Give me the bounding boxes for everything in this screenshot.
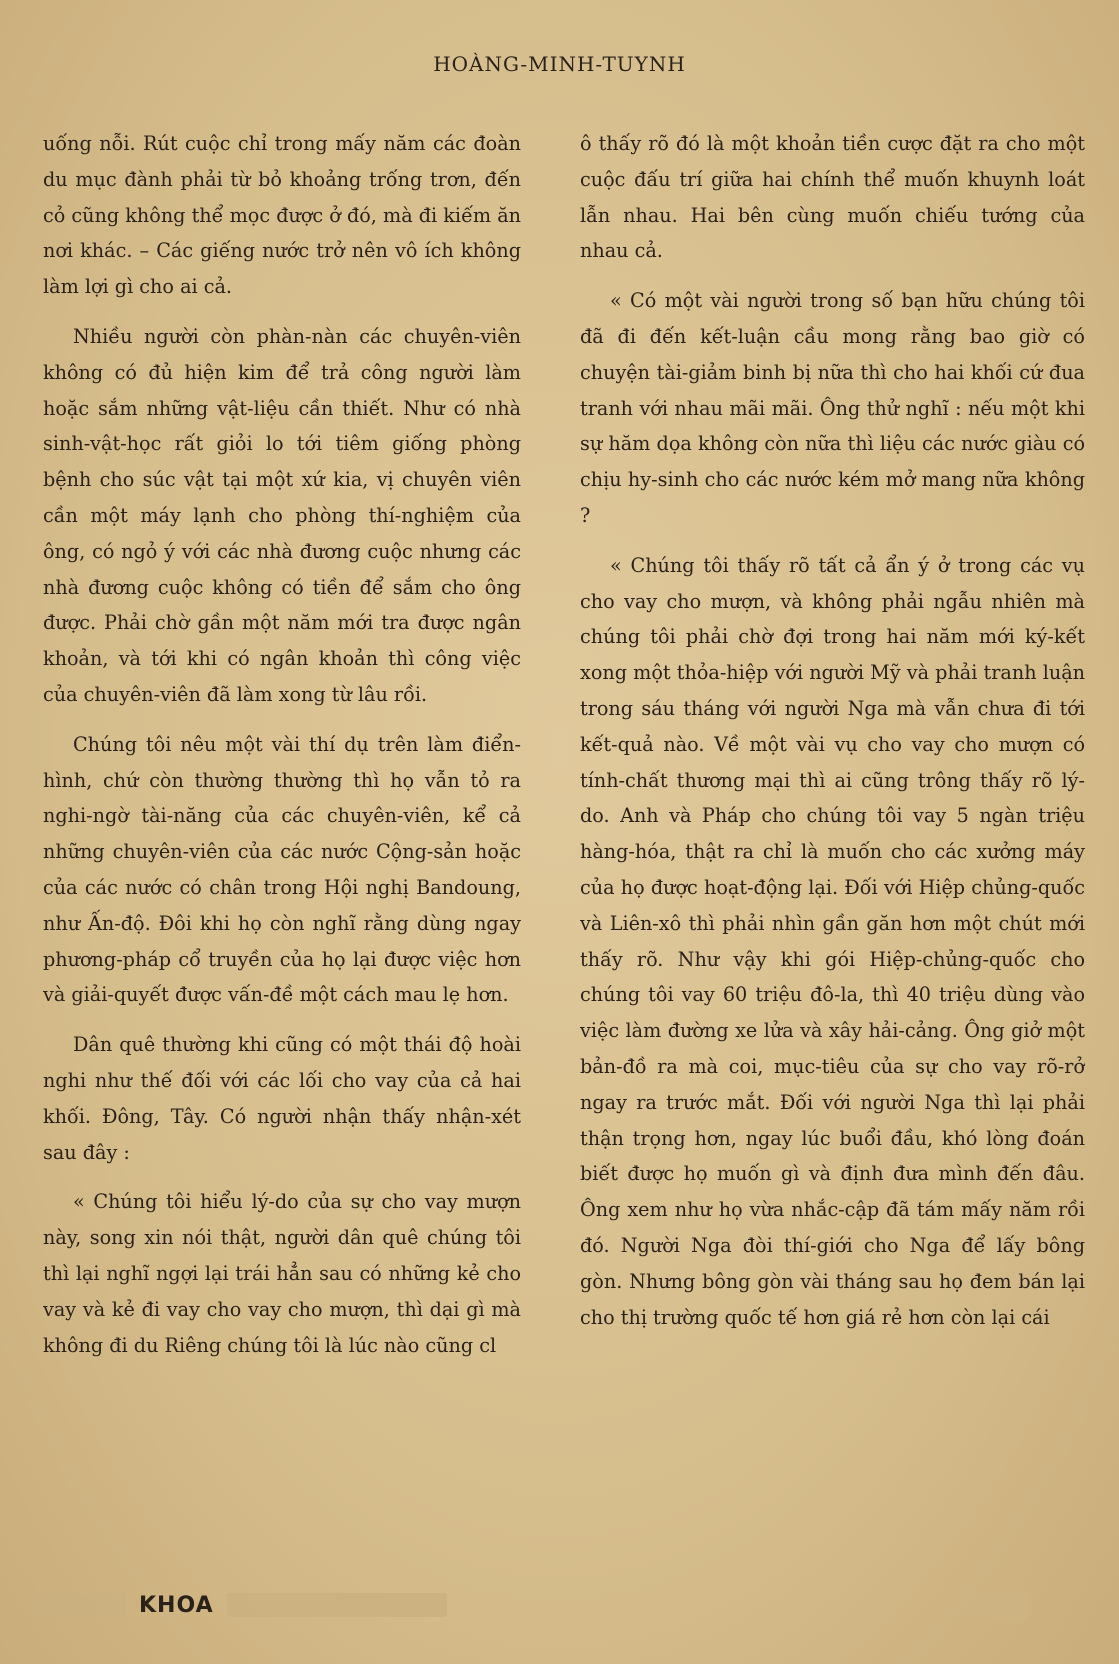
left-column xyxy=(43,126,521,1546)
faded-page-number xyxy=(968,1594,1028,1620)
left-paragraph-2: Nhiều người còn phàn-nàn các chuyên-viên không có đủ hiện kim để trả công người làm hoặc sắm những vật-liệu cần thiết. Như có nhà sinh-vật-học rất giỏi lo tới tiêm giống phòng bệnh cho súc vật tại một xứ kia, vị chuyên viên cần một máy lạnh cho phòng thí-nghiệm của ông, có ngỏ ý với các nhà đương cuộc nhưng các nhà đương cuộc không có tiền để sắm cho ông được. Phải chờ gần một năm mới tra được ngân khoản, và tới khi có ngân khoản thì công việc của chuyên-viên đã làm xong từ lâu rồi. xyxy=(43,324,521,706)
left-paragraph-5: « Chúng tôi hiểu lý-do của sự cho vay mượn này, song xin nói thật, người dân quê chúng tôi thì lại nghĩ ngợi lại trái hẳn sau có những kẻ cho vay và kẻ đi vay cho vay cho mượn, thì dại gì mà không đi du Riêng chúng tôi là lúc nào cũng cl xyxy=(43,1190,521,1357)
faded-footer-text-left xyxy=(38,1593,126,1617)
running-header: HOÀNG-MINH-TUYNH xyxy=(433,52,686,76)
right-paragraph-3: « Chúng tôi thấy rõ tất cả ẩn ý ở trong các vụ cho vay cho mượn, và không phải ngẫu nhiên mà chúng tôi phải chờ đợi trong hai năm mới ký-kết xong một thỏa-hiệp với người Mỹ và phải tranh luận trong sáu tháng với người Nga mà vẫn chưa đi tới kết-quả nào. Về một vài vụ cho vay cho mượn có tính-chất thương mại thì ai cũng trông thấy rõ lý-do. Anh và Pháp cho chúng tôi vay 5 ngàn triệu hàng-hóa, thật ra chỉ là muốn cho các xưởng máy của họ được hoạt-động lại. Đối với Hiệp chủng-quốc và Liên-xô thì phải nhìn gần găn hơn một chút mới thấy rõ. Như vậy khi gói Hiệp-chủng-quốc cho chúng tôi vay 60 triệu đô-la, thì 40 triệu dùng vào việc làm đường xe lửa và xây hải-cảng. Ông giở một bản-đồ ra mà coi, mục-tiêu của sự cho vay rõ-rở ngay ra trước mắt. Đối với người Nga thì lại phải thận trọng hơn, ngay lúc buổi đầu, khó lòng đoán biết được họ muốn gì và định đưa mình đến đâu. Ông xem như họ vừa nhắc-cập đã tám mấy năm rồi đó. Người Nga đòi thí-giới cho Nga để lấy bông gòn. Nhưng bông gòn vài tháng sau họ đem bán lại cho thị trường quốc tế hơn giá rẻ hơn còn lại cái xyxy=(580,553,1085,1329)
left-paragraph-4: Dân quê thường khi cũng có một thái độ hoài nghi như thế đối với các lối cho vay của cả hai khối. Đông, Tây. Có người nhận thấy nhận-xét sau đây : xyxy=(43,1033,521,1164)
page-footer xyxy=(38,1592,1088,1632)
right-paragraph-1: ô thấy rõ đó là một khoản tiền cược đặt ra cho một cuộc đấu trí giữa hai chính thể muốn khuynh loát lẫn nhau. Hai bên cùng muốn chiếu tướng của nhau cả. xyxy=(580,132,1085,263)
right-paragraph-2: « Có một vài người trong số bạn hữu chúng tôi đã đi đến kết-luận cầu mong rằng bao giờ có chuyện tài-giảm binh bị nữa thì cho hai khối cứ đua tranh với nhau mãi mãi. Ông thử nghĩ : nếu một khi sự hăm dọa không còn nữa thì liệu các nước giàu có chịu hy-sinh cho các nước kém mở mang nữa không ? xyxy=(580,289,1085,527)
faded-footer-text-right xyxy=(227,1593,447,1617)
left-paragraph-3: Chúng tôi nêu một vài thí dụ trên làm điển-hình, chứ còn thường thường thì họ vẫn tỏ ra nghi-ngờ tài-năng của các chuyên-viên, kể cả những chuyên-viên của các nước Cộng-sản hoặc của các nước có chân trong Hội nghị Bandoung, như Ấn-độ. Đôi khi họ còn nghĩ rằng dùng ngay phương-pháp cổ truyền của họ lại được việc hơn và giải-quyết được vấn-đề một cách mau lẹ hơn. xyxy=(43,732,521,1007)
footer-title: KHOA xyxy=(139,1592,214,1618)
left-paragraph-1: uống nỗi. Rút cuộc chỉ trong mấy năm các đoàn du mục đành phải từ bỏ khoảng trống trơn, đến cỏ cũng không thể mọc được ở đó, mà đi kiếm ăn nơi khác. – Các giếng nước trở nên vô ích không làm lợi gì cho ai cả. xyxy=(43,132,521,299)
right-column xyxy=(580,126,1085,1546)
